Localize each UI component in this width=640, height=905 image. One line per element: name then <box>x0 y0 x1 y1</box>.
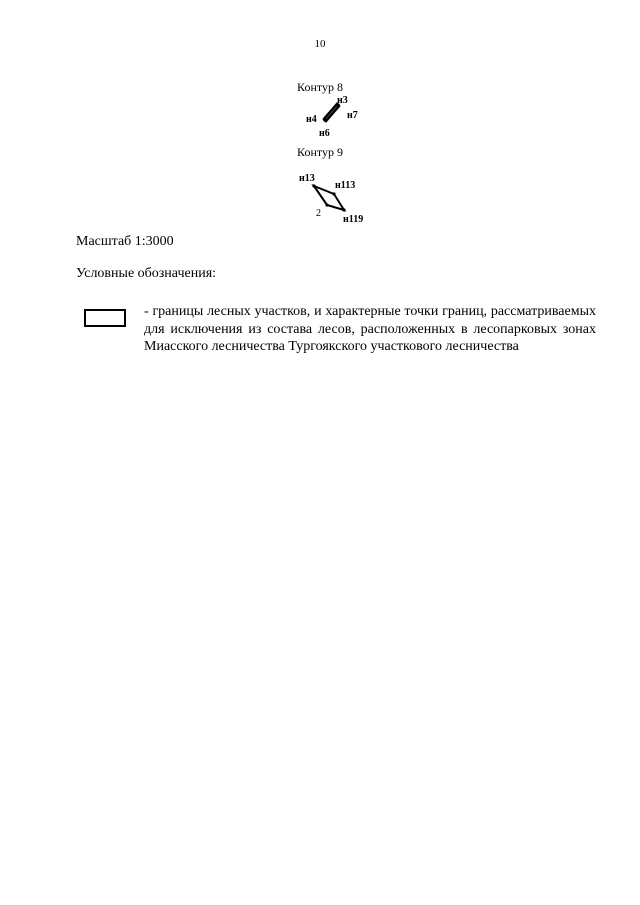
contour-diagrams <box>0 0 640 240</box>
page-number: 10 <box>314 38 326 50</box>
point-label-n119: н119 <box>343 214 364 225</box>
contour-9-point <box>332 192 335 195</box>
contour-9-title: Контур 9 <box>297 145 343 159</box>
point-label-2: 2 <box>316 208 321 219</box>
point-label-n6: н6 <box>319 128 330 139</box>
point-label-n7: н7 <box>347 110 358 121</box>
contour-8-title: Контур 8 <box>297 80 343 94</box>
contour-9-shape <box>299 173 363 225</box>
point-label-n13: н13 <box>299 173 315 184</box>
scale-label: Масштаб 1:3000 <box>76 234 174 249</box>
point-label-n4: н4 <box>306 114 317 125</box>
legend-title: Условные обозначения: <box>76 266 217 281</box>
contour-8-boundary <box>324 104 339 121</box>
legend-boundary-symbol <box>84 309 126 327</box>
contour-8-shape <box>306 95 358 139</box>
point-label-n113: н113 <box>335 180 356 191</box>
contour-9-point <box>312 184 315 187</box>
contour-9-point <box>325 203 328 206</box>
legend-description: - границы лесных участков, и характерные точки границ, рассматриваемых для исключения из состава лесов, расположенных в лесопарковых зонах Миасского лесничества Тургоякского участкового лесничества <box>144 304 596 354</box>
contour-9-point <box>342 208 345 211</box>
contour-8-point <box>323 118 327 122</box>
point-label-n3: н3 <box>337 95 348 106</box>
